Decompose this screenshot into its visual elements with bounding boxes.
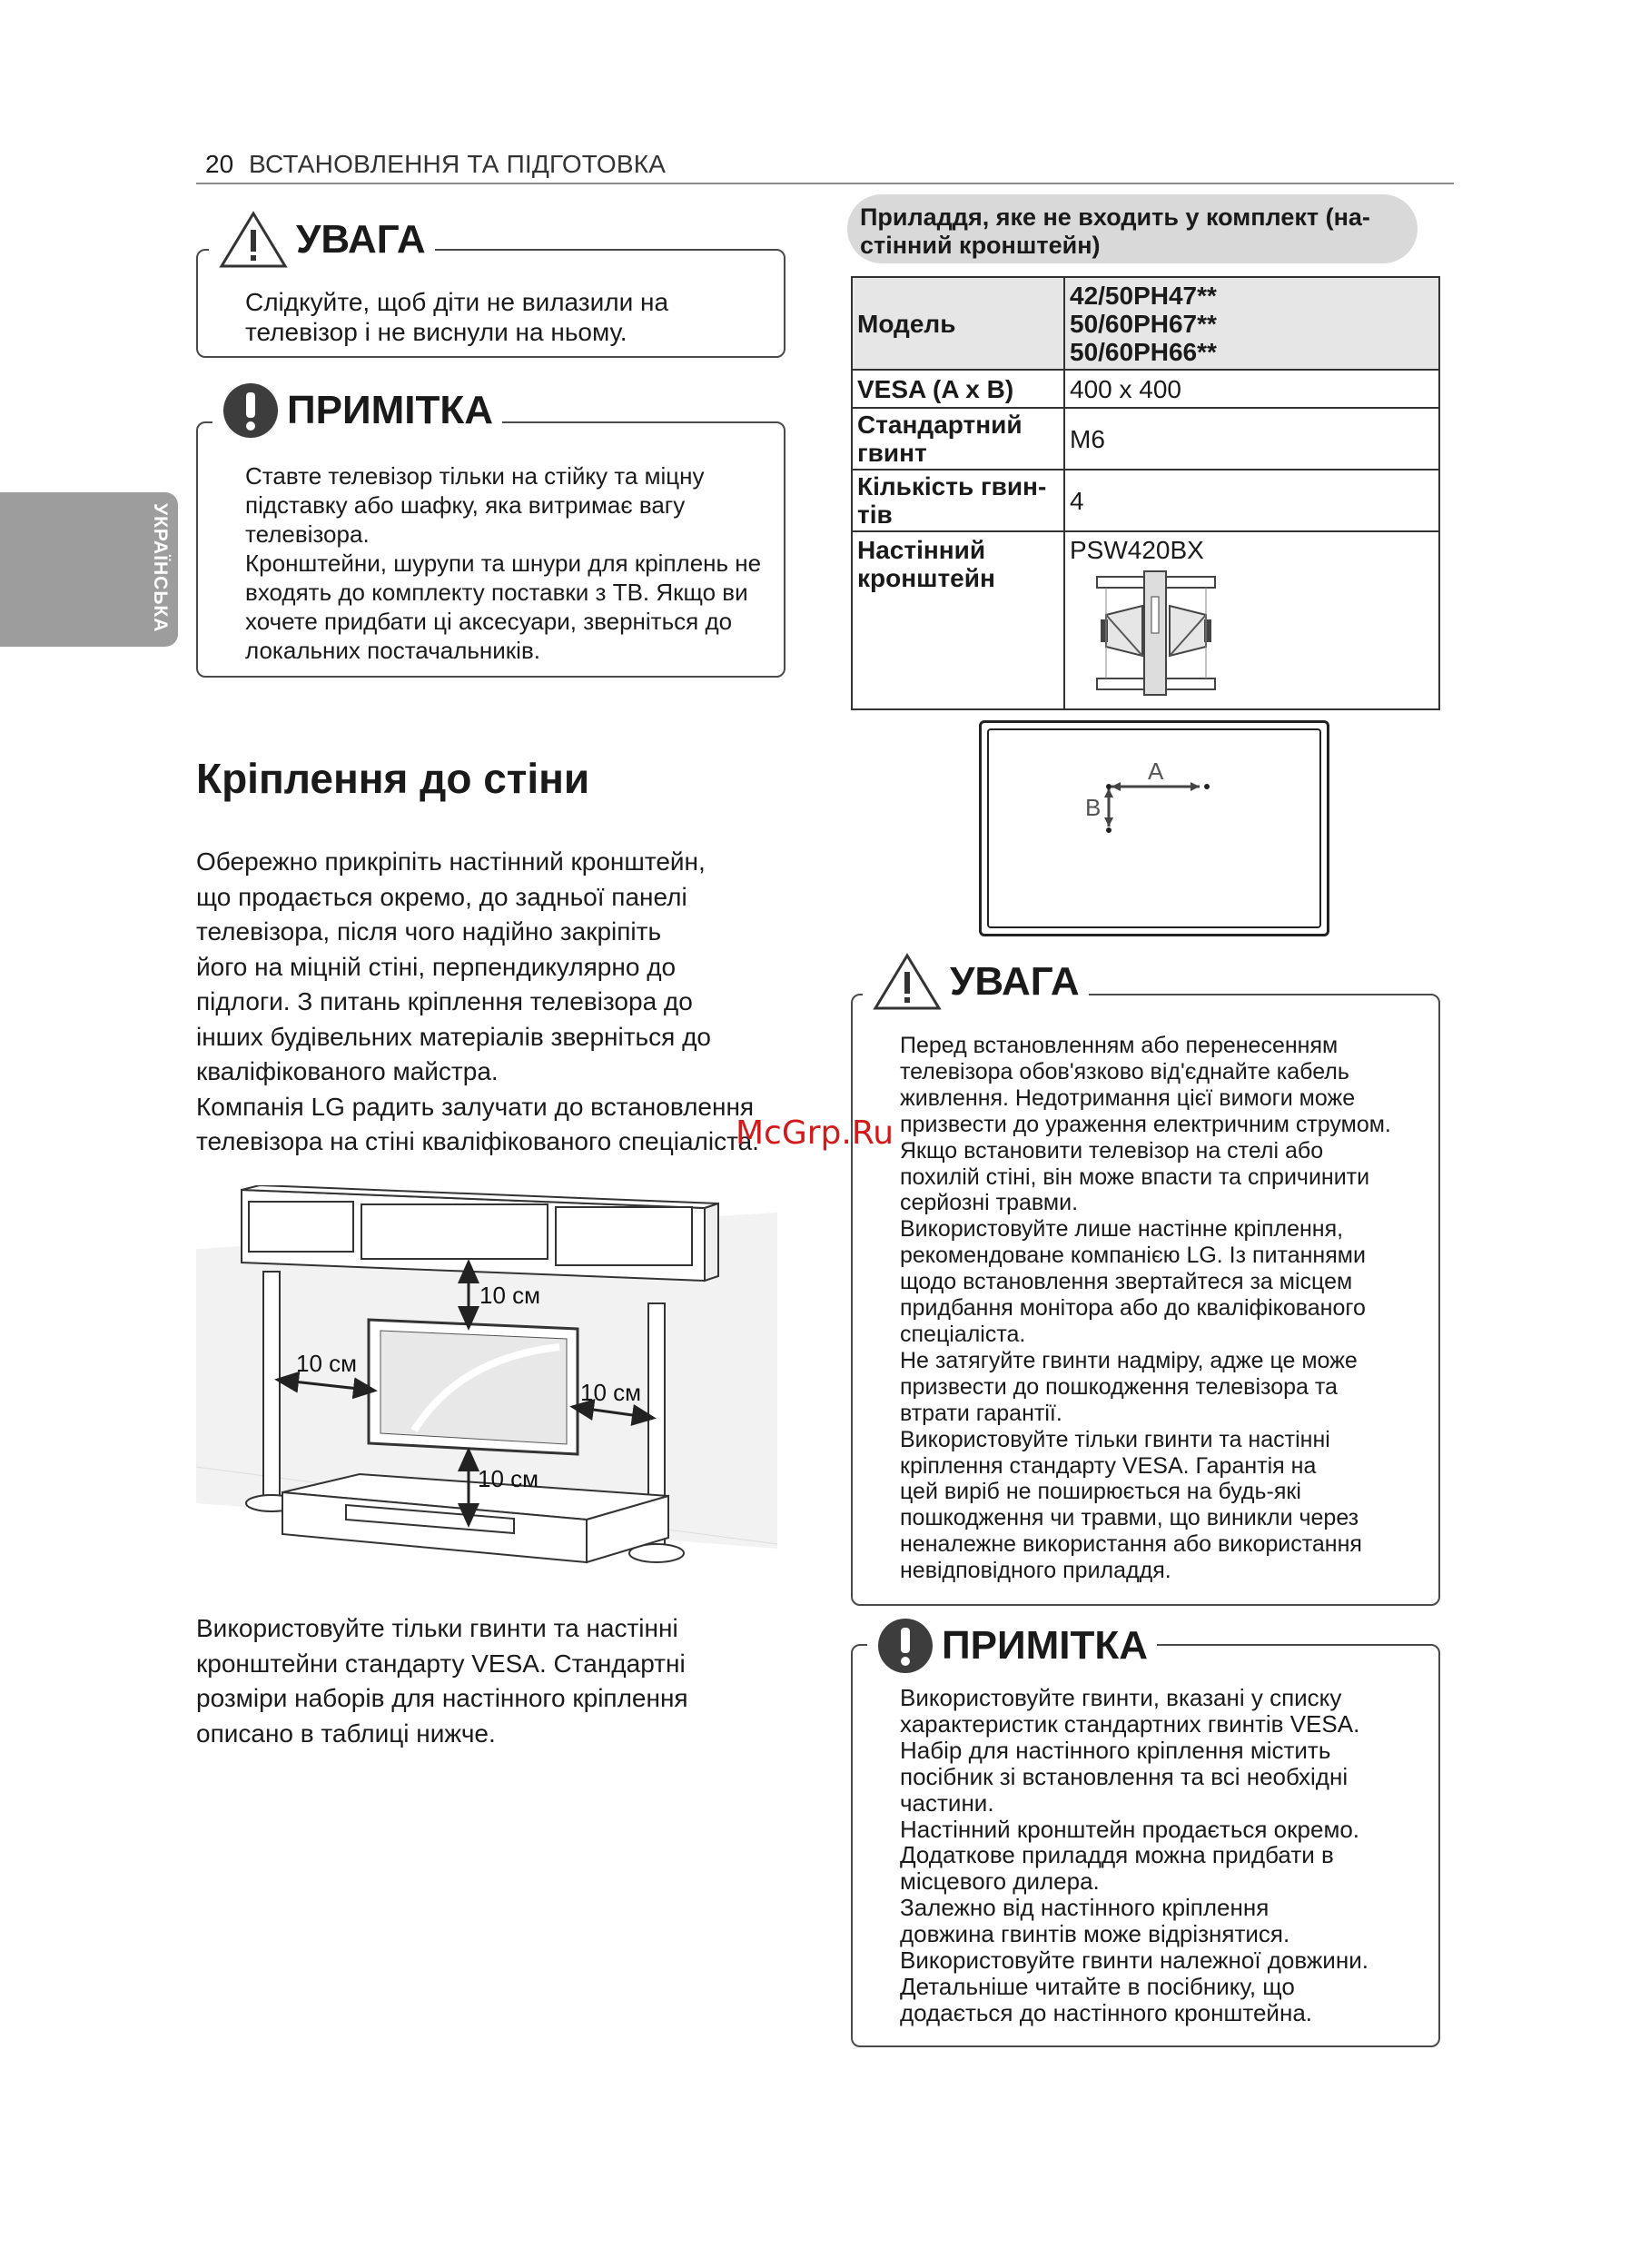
language-tab: [0, 492, 178, 647]
caution-label: УВАГА: [296, 217, 426, 262]
text-line: телевізор і не виснули на ньому.: [245, 318, 627, 346]
table-key: VESA (A x B): [852, 370, 1064, 408]
text-line: призвести до пошкодження телевізора та: [900, 1373, 1338, 1400]
right-clearance-label: 10 см: [580, 1379, 642, 1406]
text-line: розміри наборів для настінного кріплення: [196, 1684, 688, 1712]
text-line: Використовуйте лише настінне кріплення,: [900, 1216, 1344, 1243]
bracket-model: PSW420BX: [1070, 536, 1204, 564]
table-key-line: кронштейн: [857, 564, 995, 592]
accessory-heading-line: стінний кронштейн): [860, 232, 1101, 259]
table-row: [852, 470, 1439, 531]
text-line: підставку або шафку, яка витримає вагу: [245, 491, 686, 519]
text-line: Компанія LG радить залучати до встановлення: [196, 1092, 755, 1121]
text-line: Детальніше читайте в посібнику, що: [900, 1972, 1295, 2000]
section-title-header: ВСТАНОВЛЕННЯ ТА ПІДГОТОВКА: [249, 150, 667, 178]
warning-triangle-icon: [218, 210, 289, 270]
accessory-heading-text: [860, 203, 1405, 260]
text-line: посібник зі встановлення та всі необхідні: [900, 1762, 1349, 1790]
text-line: Використовуйте тільки гвинти та настінні: [900, 1426, 1330, 1452]
text-line: Не затягуйте гвинти надміру, адже це може: [900, 1347, 1358, 1373]
text-line: Використовуйте гвинти, вказані у списку: [900, 1684, 1342, 1711]
vesa-label-b: B: [1085, 794, 1102, 821]
page-header: [196, 150, 1454, 184]
note-header: [867, 1611, 1157, 1680]
note-header: [212, 376, 502, 445]
text-line: телевізора обов'язково від'єднайте кабель: [900, 1058, 1349, 1084]
text-line: похилій стіні, він може впасти та спричинити: [900, 1164, 1370, 1190]
vesa-paragraph: [196, 1611, 814, 1751]
text-line: Настінний кронштейн продається окремо.: [900, 1815, 1359, 1843]
text-line: рекомендоване компанією LG. Із питаннями: [900, 1243, 1366, 1269]
wall-mount-paragraph: [196, 845, 814, 1160]
text-line: Використовуйте тільки гвинти та настінні: [196, 1614, 678, 1642]
text-line: додається до настінного кронштейна.: [900, 1998, 1312, 2026]
table-value: [1064, 531, 1439, 709]
table-key-line: тів: [857, 500, 893, 529]
note-label: ПРИМІТКА: [942, 1623, 1148, 1668]
text-line: частини.: [900, 1788, 994, 1817]
text-line: хочете придбати ці аксесуари, зверніться до: [245, 608, 733, 635]
text-line: Якщо встановити телевізор на стелі або: [900, 1137, 1324, 1164]
model-code: 50/60PH67**: [1070, 309, 1217, 338]
vesa-diagram: [979, 720, 1329, 936]
table-key: Модель: [852, 277, 1064, 370]
text-line: пошкодження чи травми, що виникли через: [900, 1505, 1359, 1531]
text-line: живлення. Недотримання цієї вимоги може: [900, 1084, 1356, 1111]
text-line: Використовуйте гвинти належної довжини.: [900, 1946, 1368, 1975]
text-line: телевізора, після чого надійно закріпіть: [196, 917, 662, 946]
text-line: неналежне використання або використання: [900, 1531, 1362, 1558]
table-row: [852, 531, 1439, 709]
text-line: придбання монітора або до кваліфікованого: [900, 1295, 1366, 1322]
text-line: Кронштейни, шурупи та шнури для кріплень не: [245, 550, 762, 577]
page-number: 20: [205, 150, 234, 178]
table-key: [852, 531, 1064, 709]
accessory-heading: [847, 194, 1418, 263]
text-line: спеціаліста.: [900, 1321, 1026, 1347]
table-value: 4: [1064, 470, 1439, 531]
text-line: локальних постачальників.: [245, 637, 540, 664]
text-line: Набір для настінного кріплення містить: [900, 1736, 1331, 1764]
accessory-heading-line: Приладдя, яке не входить у комплект (на-: [860, 203, 1370, 231]
top-clearance-label: 10 см: [479, 1282, 541, 1309]
caution-label: УВАГА: [950, 959, 1080, 1004]
text-line: цей виріб не поширюється на будь-які: [900, 1479, 1301, 1505]
text-line: підлоги. З питань кріплення телевізора до: [196, 987, 693, 1015]
table-key-line: Кількість гвин-: [857, 472, 1047, 500]
watermark: McGrp.Ru: [736, 1114, 894, 1152]
text-line: кваліфікованого майстра.: [196, 1057, 499, 1085]
vesa-arrows: [982, 723, 1327, 934]
text-line: щодо встановлення звертайтеся за місцем: [900, 1269, 1353, 1295]
text-line: Додаткове приладдя можна придбати в: [900, 1841, 1334, 1869]
text-line: кріплення стандарту VESA. Гарантія на: [900, 1452, 1317, 1479]
text-line: Слідкуйте, щоб діти не вилазили на: [245, 288, 669, 316]
text-line: Залежно від настінного кріплення: [900, 1894, 1270, 1922]
vesa-label-a: A: [1148, 758, 1164, 785]
text-line: серйозні травми.: [900, 1190, 1079, 1216]
table-row: [852, 370, 1439, 408]
text-line: входять до комплекту поставки з ТВ. Якщо ви: [245, 579, 748, 606]
table-value: 400 x 400: [1064, 370, 1439, 408]
table-key-line: гвинт: [857, 439, 927, 467]
clearance-diagram: [196, 1185, 777, 1585]
exclamation-circle-icon: [222, 381, 280, 440]
text-line: характеристик стандартних гвинтів VESA.: [900, 1709, 1360, 1738]
text-line: Обережно прикріпіть настінний кронштейн,: [196, 847, 706, 876]
model-code: 42/50PH47**: [1070, 281, 1217, 310]
text-line: описано в таблиці нижче.: [196, 1718, 496, 1748]
text-line: призвести до ураження електричним струмом.: [900, 1111, 1391, 1137]
text-line: довжина гвинтів може відрізнятися.: [900, 1920, 1290, 1948]
text-line: місцевого дилера.: [900, 1867, 1100, 1896]
text-line: телевізора на стіні кваліфікованого спеціаліста.: [196, 1127, 759, 1155]
table-value: [1064, 277, 1439, 370]
text-line: невідповідного приладдя.: [900, 1558, 1171, 1584]
wall-mount-title: Кріплення до стіни: [196, 755, 590, 802]
wall-bracket-image: [1088, 569, 1224, 697]
left-clearance-label: 10 см: [296, 1350, 358, 1377]
text-line: телевізора.: [245, 520, 370, 548]
spec-table: [851, 276, 1440, 710]
note-text: [900, 1685, 1368, 2026]
table-key-line: Настінний: [857, 536, 986, 564]
text-line: що продається окремо, до задньої панелі: [196, 882, 687, 911]
text-line: кронштейни стандарту VESA. Стандартні: [196, 1649, 686, 1678]
warning-triangle-icon: [872, 952, 943, 1012]
table-key: [852, 408, 1064, 470]
tv-screen: [369, 1320, 578, 1454]
model-code: 50/60PH66**: [1070, 337, 1217, 366]
text-line: інших будівельних матеріалів зверніться до: [196, 1022, 711, 1051]
note-text: [245, 461, 761, 665]
table-key: [852, 470, 1064, 531]
text-line: Ставте телевізор тільки на стійку та міцну: [245, 462, 705, 490]
caution-text: [245, 287, 668, 347]
caution-header: [863, 947, 1089, 1016]
table-key-line: Стандартний: [857, 411, 1023, 439]
bottom-clearance-label: 10 см: [478, 1465, 539, 1492]
text-line: Перед встановленням або перенесенням: [900, 1033, 1339, 1058]
table-row: [852, 408, 1439, 470]
text-line: його на міцній стіні, перпендикулярно до: [196, 952, 677, 981]
caution-header: [209, 205, 435, 274]
text-line: втрати гарантії.: [900, 1400, 1062, 1426]
exclamation-circle-icon: [876, 1617, 934, 1675]
table-row: [852, 277, 1439, 370]
caution-text: [900, 1033, 1391, 1584]
language-tab-label: УКРАЇНСЬКА: [150, 503, 171, 633]
table-value: M6: [1064, 408, 1439, 470]
note-label: ПРИМІТКА: [287, 388, 493, 432]
